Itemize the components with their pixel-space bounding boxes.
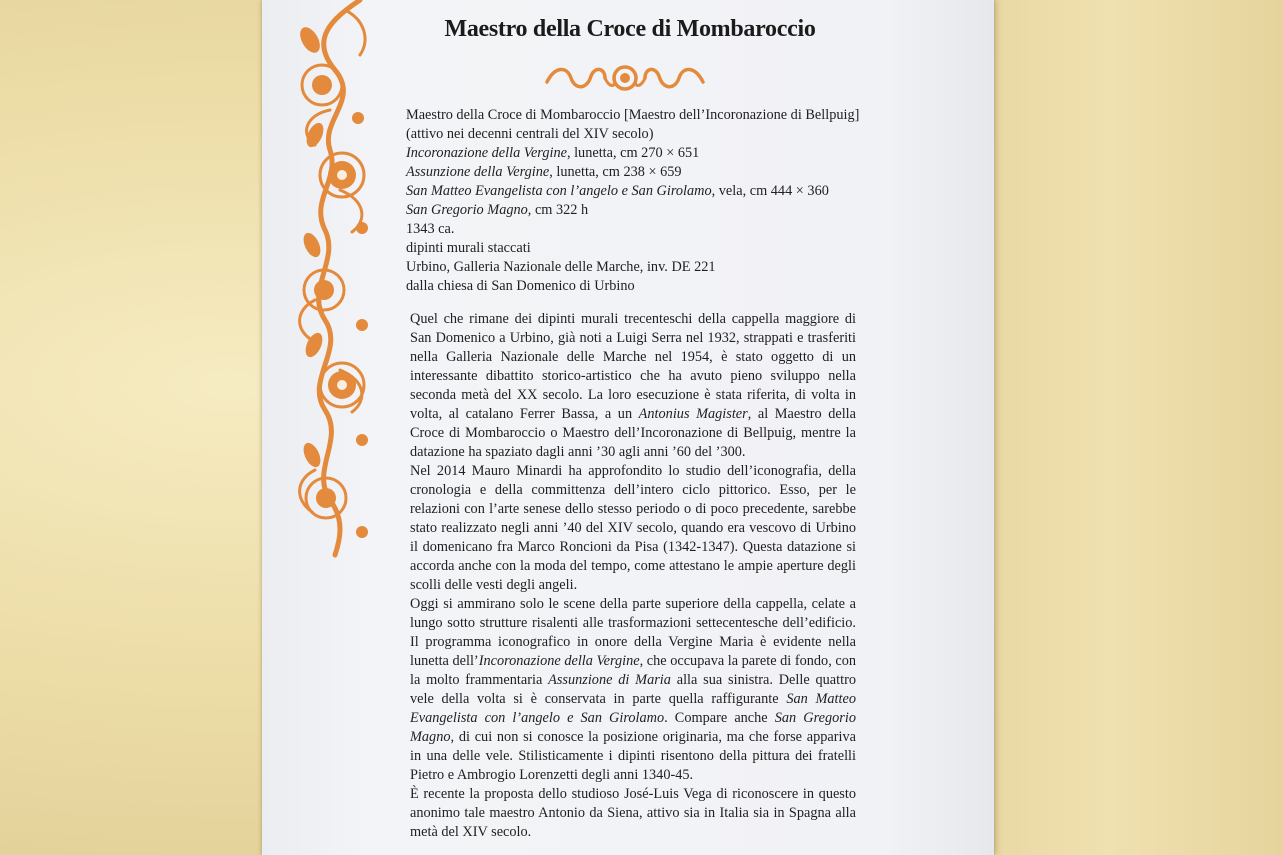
page-title: Maestro della Croce di Mombaroccio <box>444 16 816 42</box>
credits-activity: (attivo nei decenni centrali del XIV secolo) <box>406 126 654 142</box>
paragraph-3-part-e: , di cui non si conosce la posizione originaria, ma che forse appariva in una delle vele. Stilisticamente i dipinti risentono della pittura dei fratelli Pietro e Ambrogio Lorenzetti degli anni 1340-45. <box>410 729 856 783</box>
credits-technique: dipinti murali staccati <box>406 240 531 256</box>
wall-right <box>995 0 1283 855</box>
paragraph-1-emphasis: Antonius Magister <box>638 406 748 422</box>
credits-date: 1343 ca. <box>406 221 455 237</box>
paragraph-1-part-a: Quel che rimane dei dipinti murali trecenteschi della cappella maggiore di San Domenico a Urbino, già noti a Luigi Serra nel 1932, strappati e trasferiti nella Galleria Nazionale delle Marche nel 1954, è stato oggetto di un interessante dibattito storico-artistico che ha avuto pieno sviluppo nella seconda metà del XX secolo. La loro esecuzione è stata riferita, di volta in volta, al catalano Ferrer Bassa, a un <box>410 311 856 422</box>
paragraph-4: È recente la proposta dello studioso José-Luis Vega di riconoscere in questo anonimo tale maestro Antonio da Siena, attivo sia in Italia sia in Spagna alla metà del XIV secolo. <box>410 786 856 840</box>
credits-artist: Maestro della Croce di Mombaroccio [Maestro dell’Incoronazione di Bellpuig] <box>406 107 860 123</box>
work-2-title: Assunzione della Vergine <box>406 164 550 180</box>
paragraph-3-emphasis-4: San Gregorio Magno <box>410 710 856 745</box>
artwork-credits <box>406 106 876 296</box>
paragraph-3-part-a: Oggi si ammirano solo le scene della parte superiore della cappella, celate a lungo sotto strutture risalenti alle trasformazioni settecentesche dell’edificio. Il programma iconografico in onore della Vergine Maria è evidente nella lunetta dell’ <box>410 596 856 669</box>
paragraph-3-part-d: . Compare anche <box>664 710 775 726</box>
credits-work-4 <box>406 201 876 220</box>
paragraph-3-emphasis-2: Assunzione di Maria <box>548 672 671 688</box>
paragraph-3-part-c: alla sua sinistra. Delle quattro vele della volta si è conservata in parte quella raffigurante <box>410 672 856 707</box>
swirl-ornament-icon <box>545 62 705 94</box>
paragraph-3-part-b: , che occupava la parete di fondo, con la molto frammentaria <box>410 653 857 688</box>
credits-provenance: dalla chiesa di San Domenico di Urbino <box>406 278 635 294</box>
work-3-title: San Matteo Evangelista con l’angelo e San Girolamo <box>406 183 712 199</box>
paragraph-2: Nel 2014 Mauro Minardi ha approfondito lo studio dell’iconografia, della cronologia e della committenza dell’intero ciclo pittorico. Esso, per le relazioni con l’arte senese dello stesso periodo o di poco precedente, sarebbe stato realizzato negli anni ’40 del XIV secolo, quando era vescovo di Urbino il domenicano fra Marco Roncioni da Pisa (1342-1347). Questa datazione si accorda anche con la moda del tempo, come attestano le ampie aperture degli scolli delle vesti degli angeli. <box>410 463 856 593</box>
credits-location: Urbino, Galleria Nazionale delle Marche, inv. DE 221 <box>406 259 716 275</box>
paragraph-1-part-b: , al Maestro della Croce di Mombaroccio o Maestro dell’Incoronazione di Bellpuig, mentre la datazione ha spaziato dagli anni ’30 agli anni ’60 del ’300. <box>410 406 856 460</box>
work-4-details: , cm 322 h <box>527 202 589 218</box>
paragraph-1 <box>410 310 856 462</box>
credits-work-3 <box>406 182 876 201</box>
paragraph-3 <box>410 595 856 785</box>
work-2-details: , lunetta, cm 238 × 659 <box>549 164 682 180</box>
credits-work-2 <box>406 163 876 182</box>
floral-ornament-icon <box>290 0 380 560</box>
work-1-details: , lunetta, cm 270 × 651 <box>566 145 700 161</box>
paragraph-3-emphasis-3: San Matteo Evangelista con l’angelo e San Girolamo <box>410 691 856 726</box>
work-4-title: San Gregorio Magno <box>406 202 528 218</box>
credits-work-1 <box>406 144 876 163</box>
paragraph-3-emphasis-1: Incoronazione della Vergine <box>478 653 640 669</box>
work-1-title: Incoronazione della Vergine <box>406 145 567 161</box>
description-text <box>410 310 856 842</box>
work-3-details: , vela, cm 444 × 360 <box>711 183 829 199</box>
